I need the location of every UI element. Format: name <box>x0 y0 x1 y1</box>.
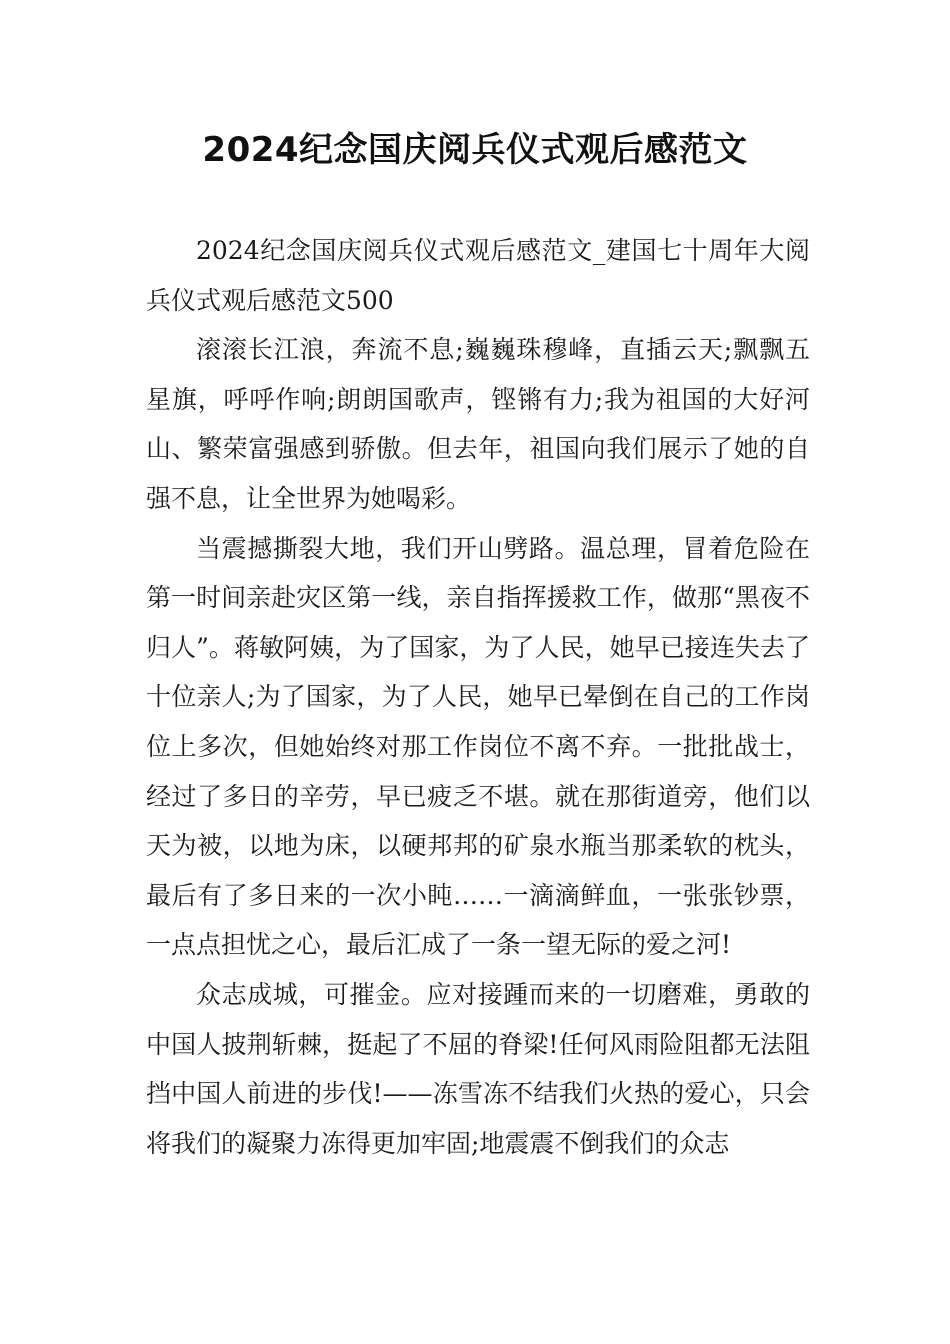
document-title: 2024纪念国庆阅兵仪式观后感范文 <box>202 130 748 170</box>
paragraph-earthquake: 当震撼撕裂大地，我们开山劈路。温总理，冒着危险在第一时间亲赴灾区第一线，亲自指挥援救工作，做那“黑夜不归人”。蒋敏阿姨，为了国家，为了人民，她早已接连失去了十位亲人;为了国家，为了人民，她早已晕倒在自己的工作岗位上多次，但她始终对那工作岗位不离不弃。一批批战士，经过了多日的辛劳，早已疲乏不堪。就在那街道旁，他们以天为被，以地为床，以硬邦邦的矿泉水瓶当那柔软的枕头，最后有了多日来的一次小盹……一滴滴鲜血，一张张钞票，一点点担忧之心，最后汇成了一条一望无际的爱之河! <box>146 533 810 960</box>
paragraph-unity: 众志成城，可摧金。应对接踵而来的一切磨难，勇敢的中国人披荆斩棘，挺起了不屈的脊梁!任何风雨险阻都无法阻挡中国人前进的步伐!——冻雪冻不结我们火热的爱心，只会将我们的凝聚力冻得更加牢固;地震震不倒我们的众志 <box>146 979 810 1158</box>
document-body <box>146 226 810 1168</box>
paragraph-subtitle: 2024纪念国庆阅兵仪式观后感范文_建国七十周年大阅兵仪式观后感范文500 <box>146 236 810 315</box>
paragraph-intro: 滚滚长江浪，奔流不息;巍巍珠穆峰，直插云天;飘飘五星旗，呼呼作响;朗朗国歌声，铿锵有力;我为祖国的大好河山、繁荣富强感到骄傲。但去年，祖国向我们展示了她的自强不息，让全世界为她喝彩。 <box>146 335 810 513</box>
